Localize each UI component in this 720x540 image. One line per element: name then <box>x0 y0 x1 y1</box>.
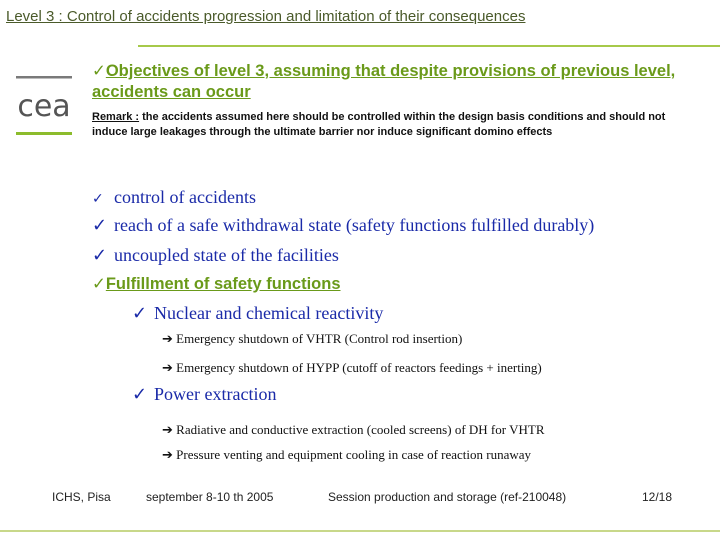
power-subitem: ➔ Pressure venting and equipment cooling in case of reaction runaway <box>162 447 532 463</box>
arrow-right-icon: ➔ <box>162 448 173 463</box>
footer-divider <box>0 530 720 532</box>
footer-venue: ICHS, Pisa <box>52 490 111 504</box>
title-divider <box>138 45 720 47</box>
slide-title: Level 3 : Control of accidents progression and limitation of their consequences <box>6 8 526 25</box>
svg-text:cea: cea <box>17 89 71 124</box>
arrow-right-icon: ➔ <box>162 423 173 438</box>
footer-session: Session production and storage (ref-210048) <box>328 490 567 504</box>
objectives-heading: ✓Objectives of level 3, assuming that despite provisions of previous level, accidents can occur <box>92 61 676 101</box>
arrow-right-icon: ➔ <box>162 332 173 347</box>
remark-label: Remark : <box>92 111 140 123</box>
check-icon: ✓ <box>132 303 148 324</box>
reactivity-subitem: ➔ Emergency shutdown of HYPP (cutoff of reactors feedings + inerting) <box>162 360 542 376</box>
power-subitem: ➔ Radiative and conductive extraction (cooled screens) of DH for VHTR <box>162 422 545 438</box>
check-icon: ✓ <box>92 245 108 266</box>
check-icon: ✓ <box>92 191 104 207</box>
remark-text: the accidents assumed here should be controlled within the design basis conditions and should not induce large leakages through the ultimate barrier nor induce significant domino effects <box>92 111 666 138</box>
check-icon: ✓ <box>92 215 108 236</box>
remark-paragraph <box>92 110 702 140</box>
check-icon: ✓ <box>92 61 106 80</box>
check-icon: ✓ <box>132 384 148 405</box>
fulfillment-heading: ✓Fulfillment of safety functions <box>92 274 341 293</box>
arrow-right-icon: ➔ <box>162 361 173 376</box>
power-item: ✓ Power extraction <box>132 384 277 405</box>
cea-logo <box>14 74 80 140</box>
objective-item: ✓ uncoupled state of the facilities <box>92 245 339 266</box>
check-icon: ✓ <box>92 274 106 293</box>
objective-item: ✓ control of accidents <box>92 186 256 210</box>
footer-date: september 8-10 th 2005 <box>146 490 274 504</box>
page-number: 12/18 <box>642 490 673 504</box>
objective-item: ✓ reach of a safe withdrawal state (safety functions fulfilled durably) <box>92 215 595 236</box>
reactivity-subitem: ➔ Emergency shutdown of VHTR (Control rod insertion) <box>162 331 463 347</box>
reactivity-item: ✓ Nuclear and chemical reactivity <box>132 303 384 324</box>
